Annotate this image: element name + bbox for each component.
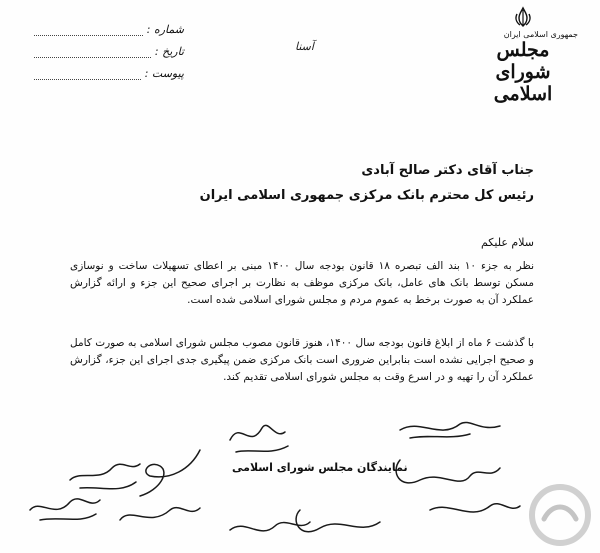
greeting: سلام علیکم (480, 236, 534, 249)
logo-title: مجلس شورای اسلامی (493, 39, 553, 105)
meta-number-row (34, 14, 184, 36)
meta-date-label: تاریخ : (154, 45, 184, 58)
signature-5 (70, 464, 140, 489)
signature-8 (296, 510, 380, 532)
body-paragraph-1: نظر به جزء ۱۰ بند الف تبصره ۱۸ قانون بودجه سال ۱۴۰۰ مبنی بر اعطای تسهیلات ساخت و نوسازی مسکن توسط بانک های عامل، بانک مرکزی موظف به نظارت بر اجرای صحیح این جزء و ارائه گزارش عملکرد آن به صورت برخط به عموم مردم و مجلس شورای اسلامی شده است. (70, 260, 534, 306)
signature-6 (30, 499, 100, 520)
watermark-logo-icon (524, 479, 596, 551)
meta-date-row (34, 36, 184, 58)
signature-1 (230, 425, 288, 452)
body-paragraph-2: با گذشت ۶ ماه از ابلاغ قانون بودجه سال ۱۴۰۰، هنوز قانون مصوب مجلس شورای اسلامی به صورت کامل و صحیح اجرایی نشده است بنابراین ضروری است بانک مرکزی ضمن پیگیری جدی اجرای این جزء، گزارش عملکرد آن را تهیه و در اسرع وقت به مجلس شورای اسلامی تقدیم کند. (70, 337, 535, 383)
meta-number-line (34, 27, 143, 36)
letter-meta-fields (34, 14, 184, 80)
addressee-name: جناب آقای دکتر صالح آبادی (361, 163, 534, 178)
meta-attachment-label: پیوست : (144, 67, 184, 80)
iran-emblem-icon (512, 6, 534, 28)
meta-attachment-row (34, 58, 184, 80)
signature-7 (120, 508, 200, 520)
signature-9 (430, 504, 520, 512)
meta-date-line (34, 49, 151, 58)
addressee-title: رئیس کل محترم بانک مرکزی جمهوری اسلامی ایران (199, 188, 534, 203)
signers-label: نمایندگان مجلس شورای اسلامی (232, 461, 408, 474)
signature-3 (396, 460, 500, 483)
logo-subtitle: جمهوری اسلامی ایران (503, 30, 578, 39)
meta-attachment-line (34, 71, 141, 80)
signatures-area (0, 410, 600, 553)
meta-number-label: شماره : (146, 23, 184, 36)
signature-4 (140, 450, 200, 496)
attachment-note: آسنا (295, 40, 314, 53)
signature-2 (400, 422, 500, 438)
parliament-logo (468, 6, 578, 105)
